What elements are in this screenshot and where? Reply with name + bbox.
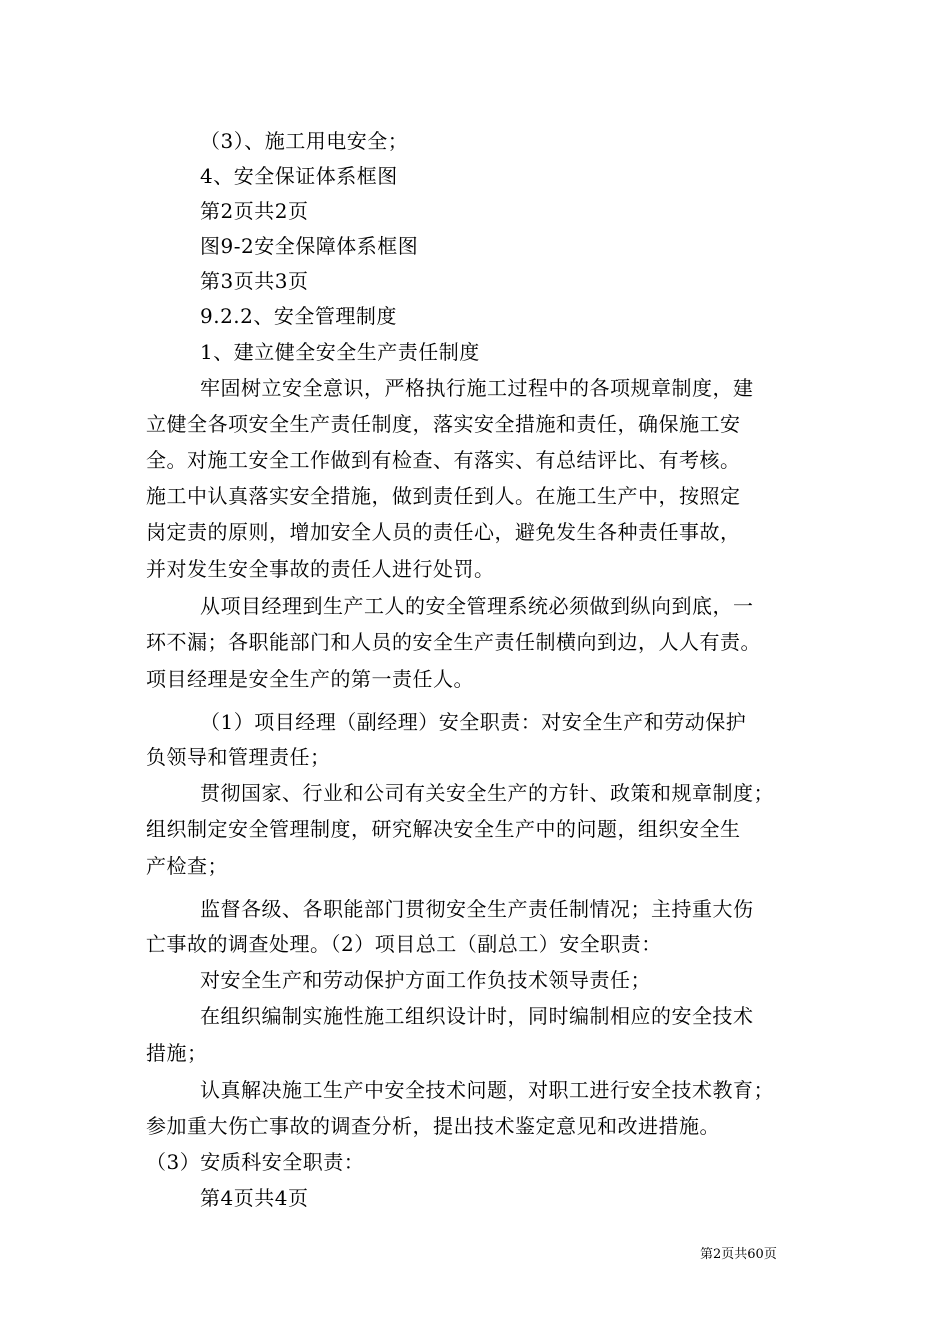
text-line: 9.2.2、安全管理制度 bbox=[200, 304, 397, 328]
page-footer: 第2页共60页 bbox=[700, 1247, 777, 1262]
text-line: 从项目经理到生产工人的安全管理系统必须做到纵向到底，一 bbox=[200, 594, 754, 618]
text-line: 图9-2安全保障体系框图 bbox=[200, 234, 419, 258]
text-line: 负领导和管理责任； bbox=[146, 745, 331, 769]
text-line: （3）安质科安全职责： bbox=[146, 1150, 365, 1174]
text-line: 4、安全保证体系框图 bbox=[200, 164, 398, 188]
text-line: 亡事故的调查处理。（2）项目总工（副总工）安全职责： bbox=[146, 932, 662, 956]
text-line: 并对发生安全事故的责任人进行处罚。 bbox=[146, 557, 495, 581]
text-line: （1）项目经理（副经理）安全职责：对安全生产和劳动保护 bbox=[200, 710, 747, 734]
text-line: （3）、施工用电安全； bbox=[200, 129, 409, 153]
text-line: 项目经理是安全生产的第一责任人。 bbox=[146, 667, 474, 691]
text-line: 对安全生产和劳动保护方面工作负技术领导责任； bbox=[200, 968, 651, 992]
text-line: 立健全各项安全生产责任制度，落实安全措施和责任，确保施工安 bbox=[146, 412, 741, 436]
text-line: 第2页共2页 bbox=[200, 199, 309, 223]
text-line: 参加重大伤亡事故的调查分析，提出技术鉴定意见和改进措施。 bbox=[146, 1114, 720, 1138]
text-line: 牢固树立安全意识，严格执行施工过程中的各项规章制度，建 bbox=[200, 376, 754, 400]
text-line: 产检查； bbox=[146, 854, 228, 878]
text-line: 第3页共3页 bbox=[200, 269, 309, 293]
text-line: 全。对施工安全工作做到有检查、有落实、有总结评比、有考核。 bbox=[146, 448, 741, 472]
text-line: 组织制定安全管理制度，研究解决安全生产中的问题，组织安全生 bbox=[146, 817, 741, 841]
text-line: 在组织编制实施性施工组织设计时，同时编制相应的安全技术 bbox=[200, 1004, 754, 1028]
text-line: 认真解决施工生产中安全技术问题，对职工进行安全技术教育； bbox=[200, 1078, 774, 1102]
text-line: 监督各级、各职能部门贯彻安全生产责任制情况；主持重大伤 bbox=[200, 897, 754, 921]
text-line: 施工中认真落实安全措施，做到责任到人。在施工生产中，按照定 bbox=[146, 484, 741, 508]
text-line: 岗定责的原则，增加安全人员的责任心，避免发生各种责任事故， bbox=[146, 520, 741, 544]
text-line: 措施； bbox=[146, 1041, 208, 1065]
text-line: 1、建立健全安全生产责任制度 bbox=[200, 340, 480, 364]
text-line: 第4页共4页 bbox=[200, 1186, 309, 1210]
text-line: 贯彻国家、行业和公司有关安全生产的方针、政策和规章制度； bbox=[200, 781, 774, 805]
text-line: 环不漏；各职能部门和人员的安全生产责任制横向到边，人人有责。 bbox=[146, 630, 761, 654]
